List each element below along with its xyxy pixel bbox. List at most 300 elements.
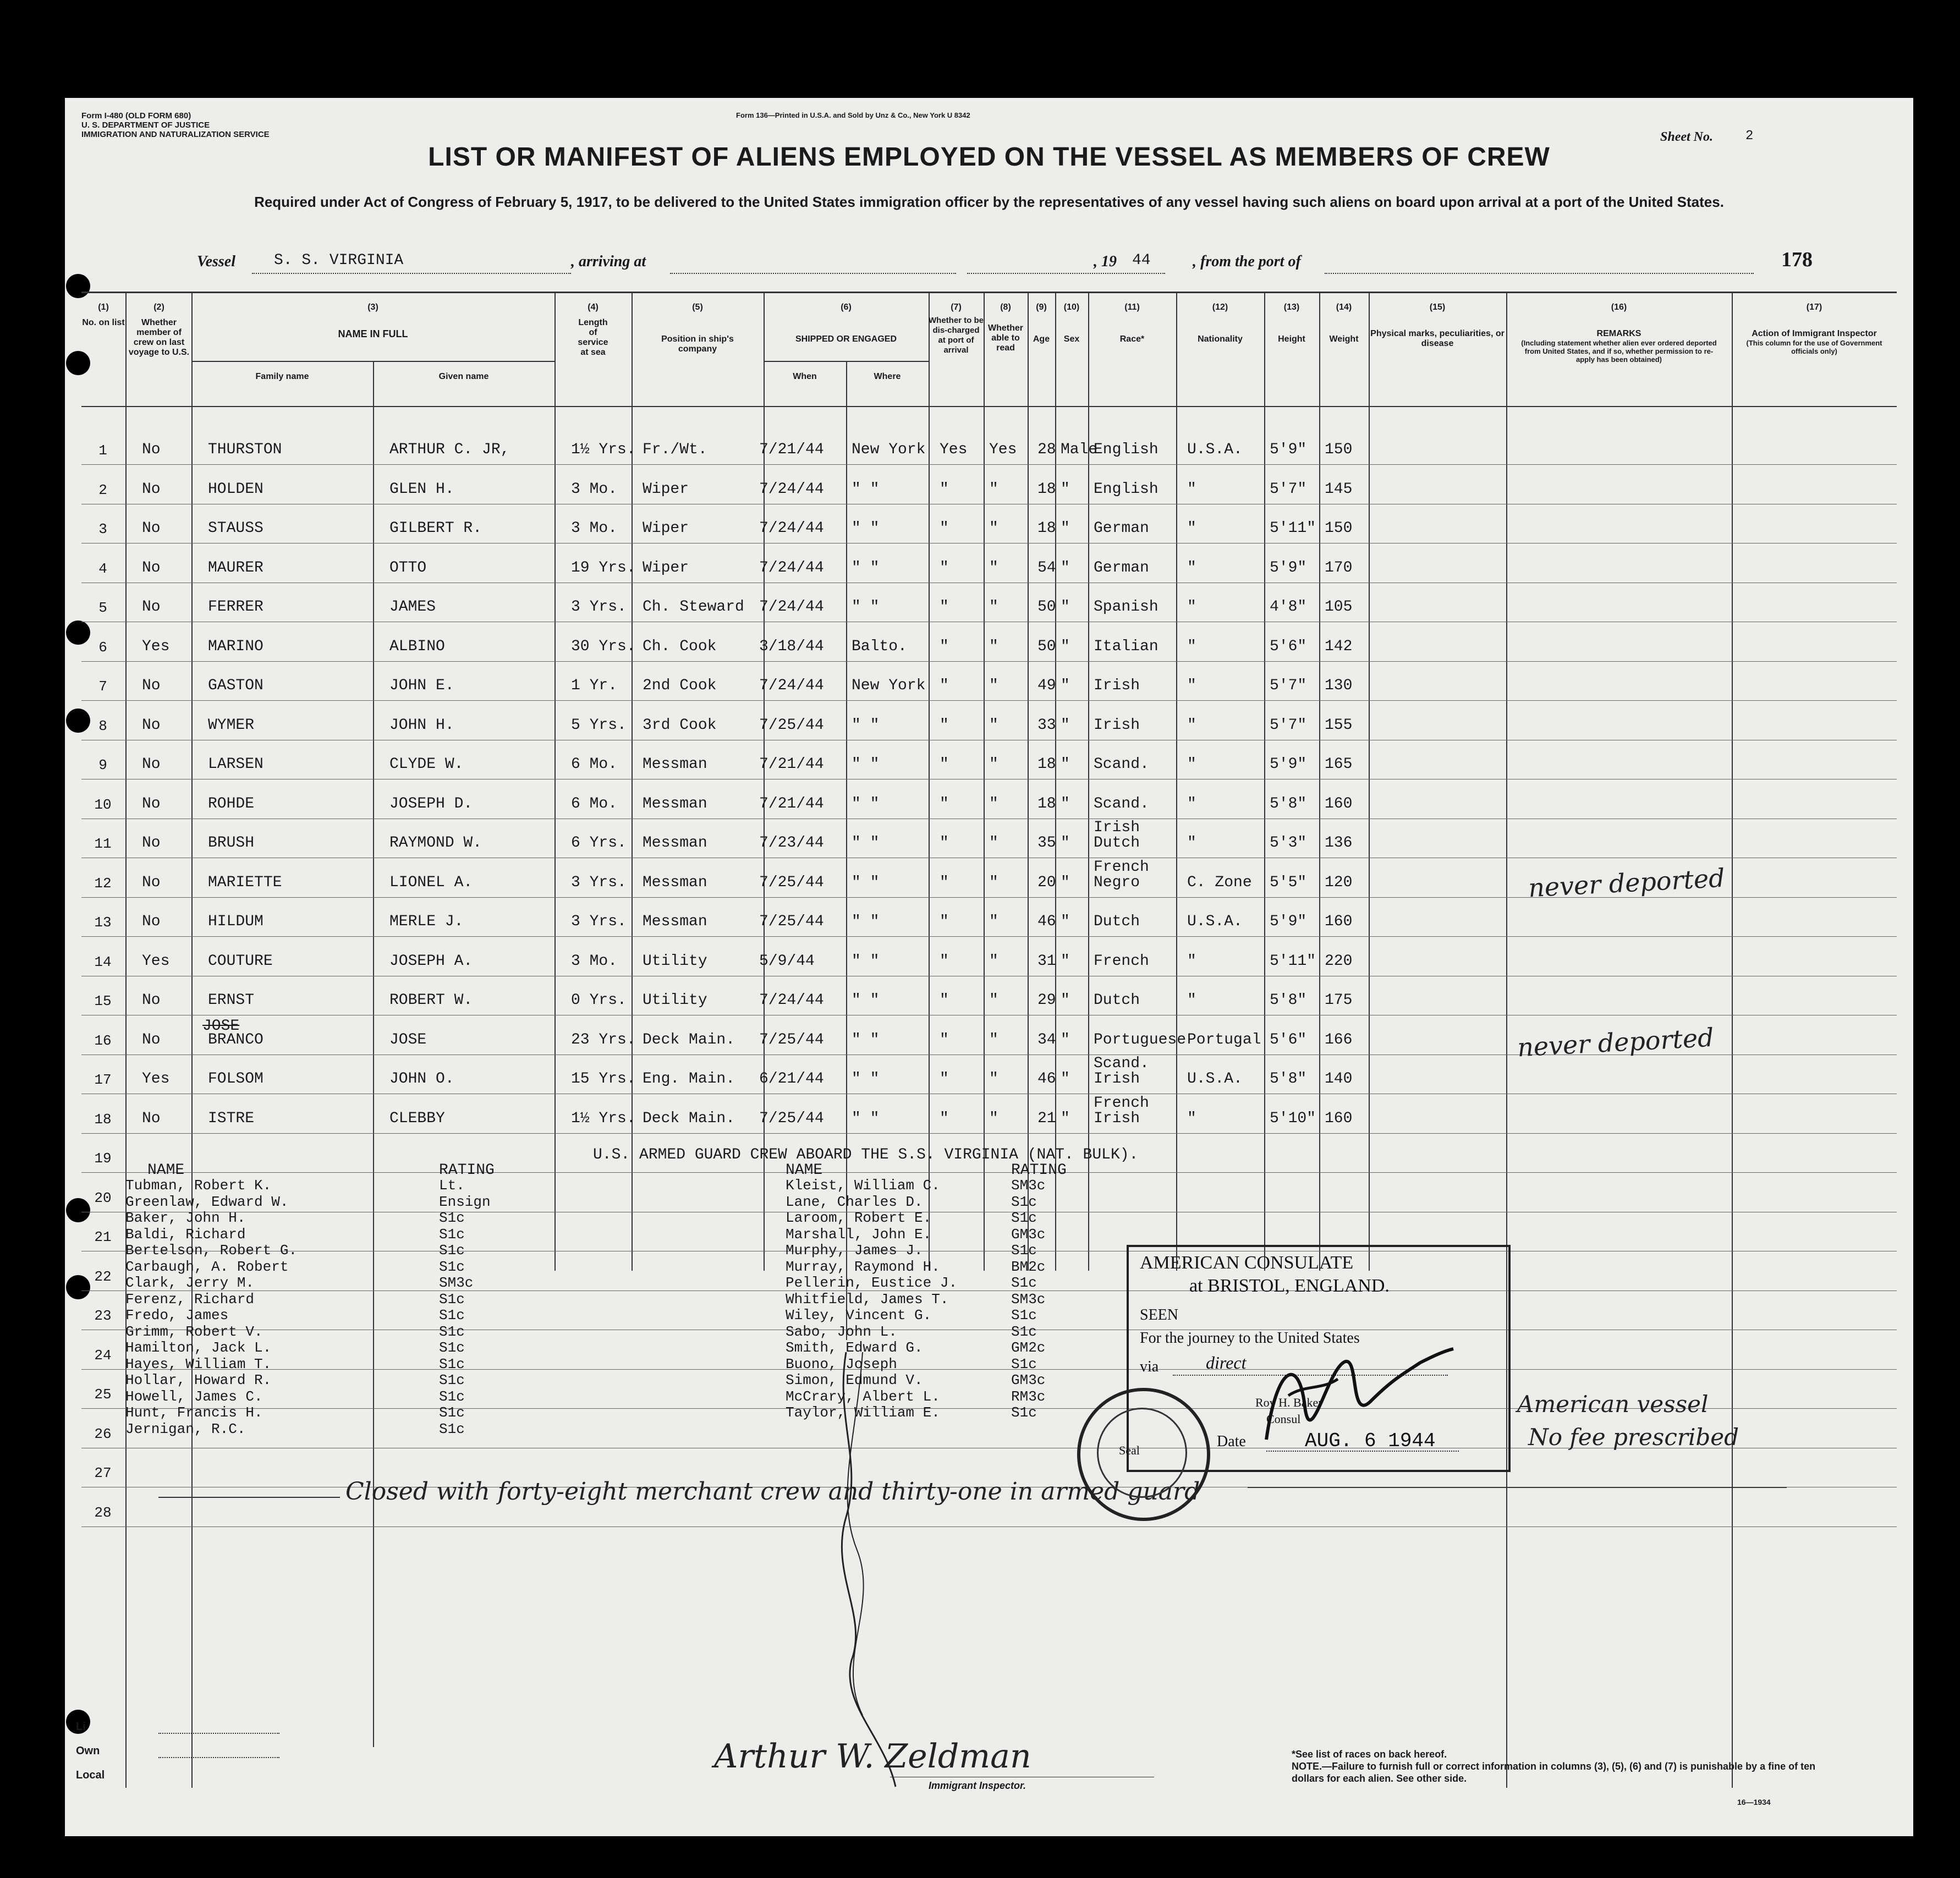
crew-cell-race: Scand. Irish [1094, 1055, 1149, 1088]
crew-cell-disch: " [940, 756, 949, 773]
crew-cell-read: " [989, 638, 998, 655]
crew-cell-nat: " [1187, 834, 1196, 852]
guard-name: Clark, Jerry M. [125, 1275, 255, 1291]
vessel-label: Vessel [197, 253, 235, 270]
col-11-header: (11) Race* [1119, 303, 1145, 344]
guard-name: Murray, Raymond H. [786, 1258, 940, 1275]
crew-cell-height: 5'3" [1270, 834, 1307, 852]
crew-cell-weight: 150 [1325, 441, 1353, 458]
crew-cell-disch: " [940, 913, 949, 930]
crew-cell-read: " [989, 598, 998, 616]
crew-cell-where: Balto. [852, 638, 907, 655]
crew-cell-family: LARSEN [208, 756, 263, 773]
crew-cell-family: STAUSS [208, 520, 263, 537]
crew-cell-given: GILBERT R. [389, 520, 482, 537]
crew-cell-nat: " [1187, 756, 1196, 773]
guard-rating: S1c [439, 1404, 465, 1421]
guard-rating: S1c [439, 1307, 465, 1324]
col-10-header: (10) Sex [1063, 303, 1080, 344]
crew-cell-family: COUTURE [208, 952, 273, 970]
crew-cell-race: Dutch [1094, 992, 1140, 1009]
crew-cell-height: 4'8" [1270, 598, 1307, 616]
crew-cell-nat: " [1187, 795, 1196, 812]
crew-cell-last: No [142, 716, 161, 734]
form-number: Form I-480 (OLD FORM 680) [81, 111, 191, 120]
crew-cell-disch: " [940, 834, 949, 852]
crew-cell-position: Messman [643, 756, 707, 773]
crew-cell-weight: 150 [1325, 520, 1353, 537]
guard-name: Hunt, Francis H. [125, 1404, 263, 1421]
closing-statement: Closed with forty-eight merchant crew and thirty-one in armed guard [345, 1478, 1200, 1506]
label-own: Own [76, 1745, 100, 1757]
crew-cell-given: JOHN O. [389, 1070, 454, 1088]
crew-cell-weight: 220 [1325, 952, 1353, 970]
crew-cell-height: 5'11" [1270, 520, 1316, 537]
crew-cell-family: BRUSH [208, 834, 255, 852]
crew-cell-service: 23 Yrs. [571, 1031, 636, 1048]
crew-cell-when: 5/9/44 [759, 952, 815, 970]
crew-cell-read: " [989, 913, 998, 930]
crew-cell-when: 3/18/44 [759, 638, 824, 655]
col-9-header: (9) Age [1033, 303, 1050, 344]
crew-cell-given: JOSEPH A. [389, 952, 473, 970]
crew-cell-where: " " [852, 716, 880, 734]
crew-cell-family: HILDUM [208, 913, 263, 930]
wavy-line-icon [802, 1352, 923, 1792]
col-5-header: (5) Position in ship's company [661, 303, 734, 354]
crew-cell-race: Scand. [1094, 795, 1149, 812]
crew-cell-read: " [989, 716, 998, 734]
row-number: 1 [98, 442, 107, 459]
crew-cell-service: 3 Mo. [571, 520, 618, 537]
col-3-header: (3) NAME IN FULL [338, 303, 408, 339]
guard-rating: GM3c [1011, 1372, 1046, 1388]
crew-cell-last: No [142, 834, 161, 852]
crew-cell-where: " " [852, 1070, 880, 1088]
note-no-fee: No fee prescribed [1528, 1424, 1739, 1451]
row-number: 19 [94, 1150, 112, 1167]
crew-cell-when: 7/25/44 [759, 716, 824, 734]
crew-cell-position: Messman [643, 795, 707, 812]
guard-name: Marshall, John E. [786, 1226, 932, 1243]
crew-cell-disch: " [940, 716, 949, 734]
row-number: 27 [94, 1465, 112, 1481]
guard-name: Hollar, Howard R. [125, 1372, 272, 1388]
crew-cell-read: " [989, 520, 998, 537]
stamp-officer: Roy H. Baker [1255, 1396, 1322, 1409]
crew-cell-weight: 105 [1325, 598, 1353, 616]
crew-cell-age: 20 [1037, 874, 1056, 891]
crew-cell-position: Messman [643, 913, 707, 930]
crew-cell-nat: " [1187, 520, 1196, 537]
consul-signature-icon [1255, 1341, 1464, 1456]
crew-cell-age: 46 [1037, 1070, 1056, 1088]
crew-cell-read: " [989, 480, 998, 498]
crew-cell-height: 5'7" [1270, 716, 1307, 734]
crew-cell-race: French [1094, 952, 1149, 970]
col-13-header: (13) Height [1278, 303, 1305, 344]
crew-cell-last: No [142, 559, 161, 576]
label-local: Local [76, 1769, 105, 1781]
crew-cell-family: GASTON [208, 677, 263, 694]
stamp-line-2: at BRISTOL, ENGLAND. [1189, 1276, 1390, 1296]
guard-rating: SM3c [439, 1275, 474, 1291]
crew-cell-nat: " [1187, 716, 1196, 734]
crew-cell-where: " " [852, 874, 880, 891]
crew-cell-age: 54 [1037, 559, 1056, 576]
crew-cell-family: BRANCO [208, 1031, 263, 1048]
row-number: 9 [98, 757, 107, 773]
crew-cell-height: 5'11" [1270, 952, 1316, 970]
crew-cell-last: No [142, 992, 161, 1009]
crew-cell-sex: " [1061, 598, 1070, 616]
crew-cell-race: Spanish [1094, 598, 1159, 616]
vessel-name: S. S. VIRGINIA [274, 252, 404, 269]
crew-cell-given: JOSE [389, 1031, 427, 1048]
guard-name: Taylor, William E. [786, 1404, 940, 1421]
seal-label: Seal [1119, 1443, 1140, 1457]
guard-rating: S1c [1011, 1275, 1037, 1291]
crew-cell-disch: " [940, 874, 949, 891]
crew-cell-sex: " [1061, 992, 1070, 1009]
crew-cell-disch: Yes [940, 441, 968, 458]
year-value: 44 [1132, 252, 1151, 269]
guard-name: Carbaugh, A. Robert [125, 1258, 289, 1275]
guard-rating: S1c [1011, 1242, 1037, 1259]
guard-name: Ferenz, Richard [125, 1291, 255, 1308]
crew-cell-sex: " [1061, 756, 1070, 773]
crew-cell-nat: U.S.A. [1187, 1070, 1243, 1088]
crew-cell-family: WYMER [208, 716, 255, 734]
crew-cell-read: " [989, 874, 998, 891]
crew-cell-last: No [142, 520, 161, 537]
crew-cell-disch: " [940, 480, 949, 498]
row-number: 17 [94, 1072, 112, 1088]
crew-cell-last: No [142, 756, 161, 773]
crew-cell-service: 6 Mo. [571, 795, 618, 812]
crew-cell-last: No [142, 480, 161, 498]
stamp-via-label: via [1140, 1358, 1159, 1375]
note-american-vessel: American vessel [1517, 1391, 1709, 1418]
crew-cell-nat: " [1187, 598, 1196, 616]
service-name: IMMIGRATION AND NATURALIZATION SERVICE [81, 130, 270, 139]
crew-cell-weight: 140 [1325, 1070, 1353, 1088]
crew-cell-family: MARINO [208, 638, 263, 655]
crew-cell-when: 7/24/44 [759, 559, 824, 576]
crew-cell-last: Yes [142, 952, 170, 970]
crew-cell-disch: " [940, 638, 949, 655]
crew-cell-service: 1½ Yrs. [571, 441, 636, 458]
crew-cell-weight: 120 [1325, 874, 1353, 891]
guard-name: Bertelson, Robert G. [125, 1242, 298, 1259]
col-3-family: Family name [255, 372, 309, 381]
crew-cell-family: MARIETTE [208, 874, 282, 891]
crew-cell-disch: " [940, 952, 949, 970]
crew-cell-race: Dutch [1094, 913, 1140, 930]
crew-cell-when: 7/24/44 [759, 480, 824, 498]
crew-cell-weight: 165 [1325, 756, 1353, 773]
guard-name: Howell, James C. [125, 1388, 263, 1405]
crew-cell-race: German [1094, 520, 1149, 537]
crew-cell-nat: " [1187, 559, 1196, 576]
crew-cell-weight: 160 [1325, 1110, 1353, 1127]
guard-name: Tubman, Robert K. [125, 1177, 272, 1194]
crew-cell-when: 7/21/44 [759, 795, 824, 812]
crew-cell-given: ROBERT W. [389, 992, 473, 1009]
row-number: 21 [94, 1229, 112, 1245]
guard-rating: S1c [439, 1355, 465, 1372]
punch-hole [66, 1198, 90, 1222]
crew-cell-position: Wiper [643, 480, 689, 498]
guard-rating: SM3c [1011, 1177, 1046, 1194]
crew-cell-height: 5'9" [1270, 559, 1307, 576]
crew-cell-where: " " [852, 520, 880, 537]
crew-cell-age: 50 [1037, 598, 1056, 616]
crew-cell-age: 46 [1037, 913, 1056, 930]
crew-cell-sex: " [1061, 952, 1070, 970]
crew-cell-where: " " [852, 913, 880, 930]
crew-cell-read: " [989, 559, 998, 576]
inspector-label: Immigrant Inspector. [929, 1780, 1026, 1791]
guard-rating: Lt. [439, 1177, 465, 1194]
crew-cell-disch: " [940, 992, 949, 1009]
col-4-header: (4) Length of service at sea [578, 303, 608, 357]
row-number: 13 [94, 914, 112, 931]
crew-cell-read: " [989, 1070, 998, 1088]
crew-cell-sex: " [1061, 795, 1070, 812]
consulate-seal-icon [1077, 1388, 1210, 1521]
guard-name: Murphy, James J. [786, 1242, 923, 1259]
crew-cell-race: Irish [1094, 677, 1140, 694]
guard-rating: S1c [1011, 1323, 1037, 1340]
stamp-via-value: direct [1206, 1353, 1247, 1372]
guard-rating: BM2c [1011, 1258, 1046, 1275]
crew-cell-read: " [989, 952, 998, 970]
crew-cell-last: No [142, 598, 161, 616]
crew-cell-height: 5'6" [1270, 638, 1307, 655]
crew-cell-service: 1½ Yrs. [571, 1110, 636, 1127]
form-code: 16—1934 [1737, 1798, 1771, 1806]
crew-cell-given: ALBINO [389, 638, 445, 655]
crew-cell-service: 3 Yrs. [571, 913, 627, 930]
guard-rating-label-left: RATING [439, 1162, 495, 1179]
col-1-header: (1) No. on list [82, 303, 125, 327]
crew-cell-disch: " [940, 598, 949, 616]
crew-cell-where: " " [852, 795, 880, 812]
row-number: 16 [94, 1032, 112, 1049]
crew-cell-when: 7/24/44 [759, 520, 824, 537]
crew-cell-given: GLEN H. [389, 480, 454, 498]
stamp-line-1: AMERICAN CONSULATE [1140, 1253, 1354, 1273]
crew-cell-sex: " [1061, 1110, 1070, 1127]
footnote-penalty: NOTE.—Failure to furnish full or correct information in columns (3), (5), (6) and (7) is punishable by a fine of ten dollars for each alien. See other side. [1292, 1761, 1816, 1784]
crew-cell-family: ISTRE [208, 1110, 255, 1127]
inspector-signature: Arthur W. Zeldman [714, 1737, 1031, 1776]
crew-cell-sex: " [1061, 874, 1070, 891]
guard-name: Fredo, James [125, 1307, 229, 1324]
guard-rating: S1c [439, 1242, 465, 1259]
crew-cell-last: No [142, 1110, 161, 1127]
guard-name: Kleist, William C. [786, 1177, 940, 1194]
crew-cell-read: " [989, 834, 998, 852]
crew-cell-position: 2nd Cook [643, 677, 717, 694]
guard-rating: GM3c [1011, 1226, 1046, 1243]
row-number: 2 [98, 481, 107, 498]
crew-cell-position: Deck Main. [643, 1031, 735, 1048]
footnote-races: *See list of races on back hereof. [1292, 1749, 1447, 1760]
crew-cell-nat: " [1187, 480, 1196, 498]
crew-cell-service: 3 Yrs. [571, 874, 627, 891]
crew-cell-sex: " [1061, 834, 1070, 852]
row-number: 28 [94, 1504, 112, 1521]
footnote-block [1292, 1748, 1842, 1784]
crew-cell-last: Yes [142, 638, 170, 655]
row-number: 22 [94, 1268, 112, 1285]
from-port-label: , from the port of [1193, 253, 1301, 270]
crew-cell-nat: " [1187, 952, 1196, 970]
row-number: 25 [94, 1386, 112, 1403]
punch-hole [66, 351, 90, 375]
crew-cell-where: New York [852, 677, 926, 694]
crew-cell-nat: " [1187, 677, 1196, 694]
row-number: 7 [98, 678, 107, 695]
crew-cell-position: 3rd Cook [643, 716, 717, 734]
crew-cell-weight: 136 [1325, 834, 1353, 852]
crew-cell-service: 15 Yrs. [571, 1070, 636, 1088]
col-6-header: (6) SHIPPED OR ENGAGED [795, 303, 897, 344]
crew-cell-service: 3 Yrs. [571, 598, 627, 616]
crew-cell-age: 50 [1037, 638, 1056, 655]
crew-cell-family: ERNST [208, 992, 255, 1009]
crew-cell-service: 19 Yrs. [571, 559, 636, 576]
crew-cell-read: " [989, 992, 998, 1009]
crew-cell-sex: " [1061, 1031, 1070, 1048]
crew-cell-sex: " [1061, 638, 1070, 655]
crew-cell-height: 5'9" [1270, 756, 1307, 773]
crew-cell-when: 7/25/44 [759, 874, 824, 891]
crew-cell-when: 7/21/44 [759, 756, 824, 773]
crew-cell-age: 31 [1037, 952, 1056, 970]
crew-cell-race: French Negro [1094, 858, 1149, 891]
crew-cell-height: 5'9" [1270, 913, 1307, 930]
crew-cell-weight: 145 [1325, 480, 1353, 498]
crew-cell-race: French Irish [1094, 1094, 1149, 1127]
crew-cell-age: 21 [1037, 1110, 1056, 1127]
crew-cell-sex: " [1061, 716, 1070, 734]
year-label: , 19 [1094, 253, 1117, 270]
crew-cell-race: German [1094, 559, 1149, 576]
crew-cell-sex: " [1061, 520, 1070, 537]
crew-cell-age: 35 [1037, 834, 1056, 852]
crew-cell-family: THURSTON [208, 441, 282, 458]
crew-cell-height: 5'9" [1270, 441, 1307, 458]
guard-name-label-right: NAME [786, 1162, 823, 1179]
crew-cell-given: MERLE J. [389, 913, 464, 930]
guard-rating: SM3c [1011, 1291, 1046, 1308]
crew-cell-nat: C. Zone [1187, 874, 1252, 891]
col-16-header: (16) REMARKS (Including statement whether alien ever ordered deported from United States, and if so, whether permission to re-apply has been obtained) [1521, 303, 1717, 364]
col-14-header: (14) Weight [1329, 303, 1359, 344]
crew-cell-race: Italian [1094, 638, 1159, 655]
crew-cell-when: 7/23/44 [759, 834, 824, 852]
bottom-left-labels [76, 1721, 105, 1793]
department: U. S. DEPARTMENT OF JUSTICE [81, 120, 210, 130]
guard-name: Smith, Edward G. [786, 1339, 923, 1356]
guard-name: Hamilton, Jack L. [125, 1339, 272, 1356]
crew-cell-sex: " [1061, 913, 1070, 930]
crew-cell-nat: " [1187, 638, 1196, 655]
crew-cell-weight: 160 [1325, 795, 1353, 812]
crew-cell-given: JOHN H. [389, 716, 454, 734]
stamp-date-label: Date [1217, 1433, 1246, 1450]
crew-cell-position: Utility [643, 992, 707, 1009]
punch-hole [66, 620, 90, 645]
stamp-date: AUG. 6 1944 [1305, 1430, 1436, 1452]
crew-cell-position: Utility [643, 952, 707, 970]
crew-cell-last: No [142, 913, 161, 930]
guard-rating: S1c [1011, 1355, 1037, 1372]
row-number: 6 [98, 639, 107, 656]
crew-cell-sex: " [1061, 559, 1070, 576]
crew-cell-given: RAYMOND W. [389, 834, 482, 852]
row-number: 24 [94, 1347, 112, 1364]
crew-cell-height: 5'8" [1270, 1070, 1307, 1088]
remark-row-16: never deported [1516, 1022, 1715, 1063]
crew-cell-height: 5'5" [1270, 874, 1307, 891]
guard-name: Greenlaw, Edward W. [125, 1193, 289, 1210]
crew-cell-height: 5'7" [1270, 480, 1307, 498]
crew-cell-read: " [989, 795, 998, 812]
col-12-header: (12) Nationality [1198, 303, 1243, 344]
guard-name: McCrary, Albert L. [786, 1388, 940, 1405]
crew-cell-family: HOLDEN [208, 480, 263, 498]
crew-cell-family: FERRER [208, 598, 263, 616]
row-number: 15 [94, 993, 112, 1009]
crew-cell-last: Yes [142, 1070, 170, 1088]
row-number: 10 [94, 796, 112, 813]
crew-cell-age: 49 [1037, 677, 1056, 694]
crew-cell-where: " " [852, 756, 880, 773]
crew-cell-service: 6 Yrs. [571, 834, 627, 852]
crew-cell-last: No [142, 441, 161, 458]
page-number: 178 [1781, 248, 1813, 271]
crew-cell-service: 6 Mo. [571, 756, 618, 773]
guard-name: Laroom, Robert E. [786, 1210, 932, 1226]
col-2-header: (2) Whether member of crew on last voyage to U.S. [128, 303, 190, 357]
guard-rating: S1c [439, 1291, 465, 1308]
crew-cell-service: 30 Yrs. [571, 638, 636, 655]
crew-cell-position: Deck Main. [643, 1110, 735, 1127]
crew-cell-weight: 166 [1325, 1031, 1353, 1048]
row-number: 5 [98, 600, 107, 616]
sheet-number: 2 [1745, 129, 1754, 144]
crew-cell-position: Eng. Main. [643, 1070, 735, 1088]
crew-cell-age: 33 [1037, 716, 1056, 734]
crew-cell-nat: " [1187, 992, 1196, 1009]
crew-cell-disch: " [940, 1070, 949, 1088]
crew-cell-position: Messman [643, 834, 707, 852]
crew-cell-race: Irish Dutch [1094, 819, 1140, 852]
guard-name: Jernigan, R.C. [125, 1420, 246, 1437]
crew-cell-when: 7/25/44 [759, 1110, 824, 1127]
crew-cell-where: New York [852, 441, 926, 458]
crew-cell-disch: " [940, 1031, 949, 1048]
row-number: 8 [98, 717, 107, 734]
printer-line: Form 136—Printed in U.S.A. and Sold by Unz & Co., New York U 8342 [736, 111, 970, 119]
crew-cell-given: OTTO [389, 559, 427, 576]
row-number: 12 [94, 875, 112, 892]
crew-cell-position: Ch. Steward [643, 598, 744, 616]
